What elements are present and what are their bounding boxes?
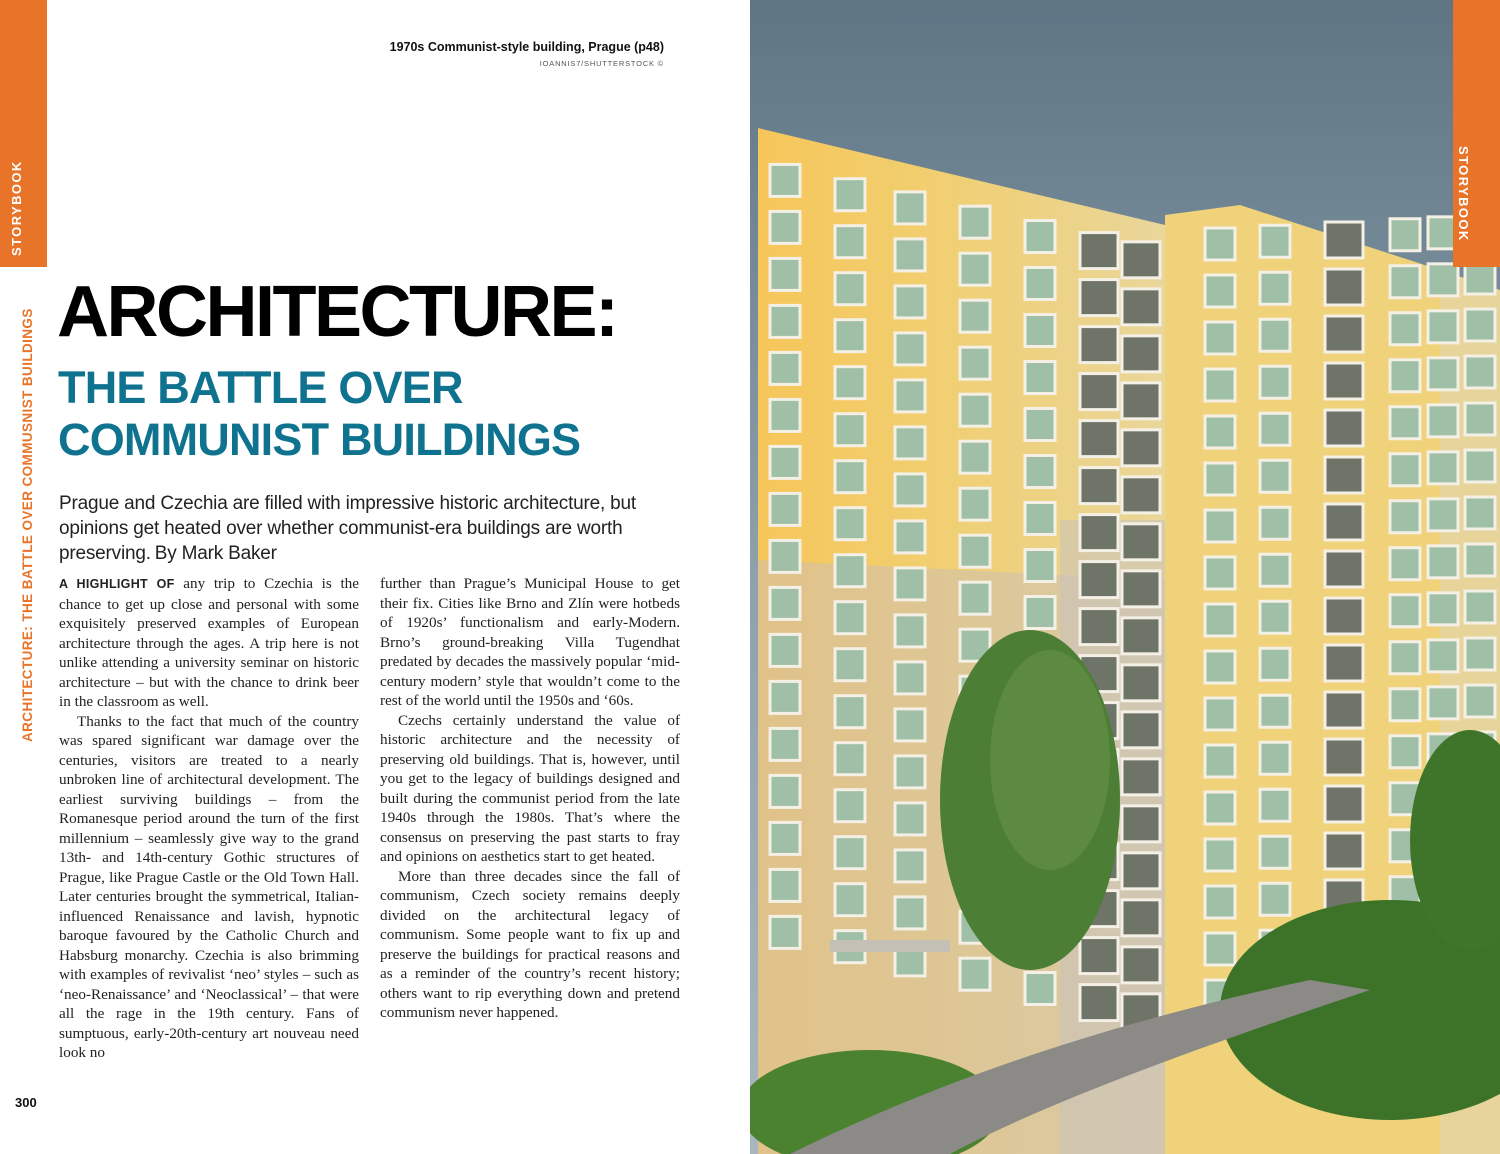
balcony [1122,947,1160,983]
window [895,239,925,271]
window [1465,309,1495,341]
balcony [1122,618,1160,654]
window [770,258,800,290]
window [835,320,865,352]
window [835,179,865,211]
window [1428,358,1458,390]
window [770,352,800,384]
window [960,441,990,473]
paragraph-3: further than Prague’s Municipal House to get their fix. Cities like Brno and Zlín were hotbeds of 1920s’ functionalism and early-Modern. Brno’s ground-breaking Villa Tugendhat predated by decades the massively popular ‘mid-century modern’ style that wouldn’t come to the rest of the world until the 1950s and ‘60s. [380,575,680,709]
window [1428,405,1458,437]
balcony [1080,233,1118,269]
window [895,380,925,412]
window [1465,638,1495,670]
window [1205,745,1235,777]
window [1390,266,1420,298]
photo-caption [390,40,664,68]
window [1260,883,1290,915]
window [1205,228,1235,260]
window [1390,219,1420,251]
balcony [1325,551,1363,587]
balcony [1122,383,1160,419]
paragraph-5: More than three decades since the fall of communism, Czech society remains deeply divided on the architectural legacy of communism. Some people want to fix up and preserve the buildings for practical reasons and as a reminder of the country’s recent history; others want to rip everything down and pretend communism never happened. [380,867,680,1021]
balcony [1325,363,1363,399]
balcony [1122,806,1160,842]
window [1390,360,1420,392]
window [835,837,865,869]
window [835,461,865,493]
standfirst-text: Prague and Czechia are filled with impressive historic architecture, but opinions get heated over whether communist-era buildings are worth preserving. [59,493,636,564]
window [1260,366,1290,398]
window [1428,452,1458,484]
window [1260,648,1290,680]
window [1205,651,1235,683]
window [770,540,800,572]
window [770,305,800,337]
balcony [1122,289,1160,325]
window [895,850,925,882]
window [1390,454,1420,486]
lead-in: A HIGHLIGHT OF [59,577,175,591]
window [1025,597,1055,629]
window [1260,836,1290,868]
window [1025,550,1055,582]
window [1260,413,1290,445]
section-tab-label-right: STORYBOOK [1456,146,1471,242]
window [1428,640,1458,672]
balcony [1122,430,1160,466]
window [1205,275,1235,307]
window [1390,548,1420,580]
window [770,211,800,243]
window [1390,642,1420,674]
window [835,884,865,916]
balcony [1122,477,1160,513]
window [960,488,990,520]
window [960,347,990,379]
window [835,602,865,634]
window [895,662,925,694]
window [1260,742,1290,774]
window [770,681,800,713]
window [1025,362,1055,394]
window [960,535,990,567]
balcony [1325,786,1363,822]
window [770,728,800,760]
window [895,427,925,459]
window [1260,319,1290,351]
standfirst [59,491,699,566]
page-number: 300 [15,1095,37,1110]
window [1025,221,1055,253]
balcony [1080,562,1118,598]
balcony [1325,222,1363,258]
window [835,555,865,587]
subheadline [58,362,580,466]
window [1390,689,1420,721]
window [895,521,925,553]
window [1465,356,1495,388]
window [770,493,800,525]
window [960,253,990,285]
balcony [1325,833,1363,869]
window [895,286,925,318]
window [1390,313,1420,345]
window [1260,460,1290,492]
window [770,916,800,948]
headline: ARCHITECTURE: [57,272,617,352]
window [1428,687,1458,719]
balcony [1080,515,1118,551]
subhead-line-1: THE BATTLE OVER [58,362,463,413]
balcony [1325,410,1363,446]
balcony [1080,421,1118,457]
balcony [1122,712,1160,748]
balcony [1325,598,1363,634]
window [895,709,925,741]
window [1260,272,1290,304]
window [895,474,925,506]
balcony [1080,374,1118,410]
window [1260,695,1290,727]
window [1260,789,1290,821]
window [895,192,925,224]
window [1260,507,1290,539]
window [895,615,925,647]
window [1260,225,1290,257]
balcony [1122,665,1160,701]
window [770,775,800,807]
balcony [1325,692,1363,728]
balcony [1122,900,1160,936]
window [960,582,990,614]
window [1465,685,1495,717]
window [1205,322,1235,354]
window [1025,503,1055,535]
window [1205,463,1235,495]
byline: By Mark Baker [154,543,277,564]
balcony [1080,327,1118,363]
paragraph-4: Czechs certainly understand the value of historic architecture and the necessity of preserving old buildings. That is, however, until you get to the legacy of buildings designed and built during the communist period from the late 1940s through the 1980s. That’s where the consensus on preserving the past starts to fray and opinions on aesthetics start to get heated. [380,711,680,865]
balcony [1122,336,1160,372]
window [1390,501,1420,533]
window [1205,369,1235,401]
balcony [1080,280,1118,316]
window [770,634,800,666]
apartment-building-photo [750,0,1500,1154]
window [770,164,800,196]
window [1205,933,1235,965]
window [1465,450,1495,482]
window [1025,268,1055,300]
running-spine-title: ARCHITECTURE: THE BATTLE OVER COMMUSNIST BUILDINGS [20,308,35,742]
window [770,822,800,854]
window [960,394,990,426]
window [1205,698,1235,730]
balcony [1122,524,1160,560]
window [835,226,865,258]
balcony [1325,269,1363,305]
photo-illustration [750,0,1500,1154]
window [1025,973,1055,1005]
window [1205,604,1235,636]
photo-credit: IOANNIS7/SHUTTERSTOCK © [539,59,664,68]
entrance-canopy [830,940,950,952]
balcony [1122,853,1160,889]
window [770,587,800,619]
balcony [1122,571,1160,607]
window [1465,544,1495,576]
window [770,399,800,431]
window [895,568,925,600]
window [895,803,925,835]
paragraph-1 [59,574,359,712]
window [1428,499,1458,531]
birch-tree-highlight [990,650,1110,870]
window [1205,886,1235,918]
section-tab-label-left: STORYBOOK [9,160,24,256]
window [1465,591,1495,623]
window [1428,264,1458,296]
window [835,273,865,305]
window [835,696,865,728]
window [895,333,925,365]
body-column-1 [59,574,359,1063]
window [1205,510,1235,542]
balcony [1080,468,1118,504]
balcony [1080,985,1118,1021]
window [835,790,865,822]
window [960,206,990,238]
caption-title: 1970s Communist-style building, Prague (p48) [389,40,664,54]
window [1205,557,1235,589]
window [1205,839,1235,871]
window [960,300,990,332]
balcony [1080,609,1118,645]
window [1428,593,1458,625]
window [1025,315,1055,347]
window [1390,595,1420,627]
window [835,649,865,681]
subhead-line-2: COMMUNIST BUILDINGS [58,414,581,465]
balcony [1325,504,1363,540]
window [1465,497,1495,529]
window [1428,311,1458,343]
balcony [1122,242,1160,278]
window [835,508,865,540]
window [960,958,990,990]
window [835,367,865,399]
balcony [1080,938,1118,974]
window [1025,409,1055,441]
window [770,446,800,478]
balcony [1122,759,1160,795]
balcony [1325,645,1363,681]
window [835,743,865,775]
window [1205,792,1235,824]
window [1465,403,1495,435]
paragraph-1-text: any trip to Czechia is the chance to get up close and personal with some exquisitely preserved examples of European architecture through the ages. A trip here is not unlike attending a university seminar on historic architecture – but with the chance to drink beer in the classroom as well. [59,575,359,710]
window [1205,416,1235,448]
window [1260,554,1290,586]
paragraph-2: Thanks to the fact that much of the country was spared significant war damage over the centuries, visitors are treated to a nearly unbroken line of architectural development. The earliest surviving buildings – from the Romanesque period around the turn of the first millennium – seamlessly give way to the grand 13th- and 14th-century Gothic structures of Prague, like Prague Castle or the Old Town Hall. Later centuries brought the symmetrical, Italian-influenced Renaissance and lavish, hypnotic baroque favoured by the Catholic Church and Habsburg monarchy. Czechia is also brimming with examples of revivalist ‘neo’ styles – such as ‘neo-Renaissance’ and ‘Neoclassical’ – that were all the rage in the 19th century. Fans of sumptuous, early-20th-century art nouveau need look no [59,712,359,1061]
balcony [1325,739,1363,775]
balcony [1325,316,1363,352]
window [1390,736,1420,768]
body-column-2 [380,574,680,1023]
window [895,897,925,929]
window [835,414,865,446]
window [770,869,800,901]
window [895,756,925,788]
balcony [1325,457,1363,493]
window [1390,407,1420,439]
window [1260,601,1290,633]
window [1428,546,1458,578]
window [1025,456,1055,488]
